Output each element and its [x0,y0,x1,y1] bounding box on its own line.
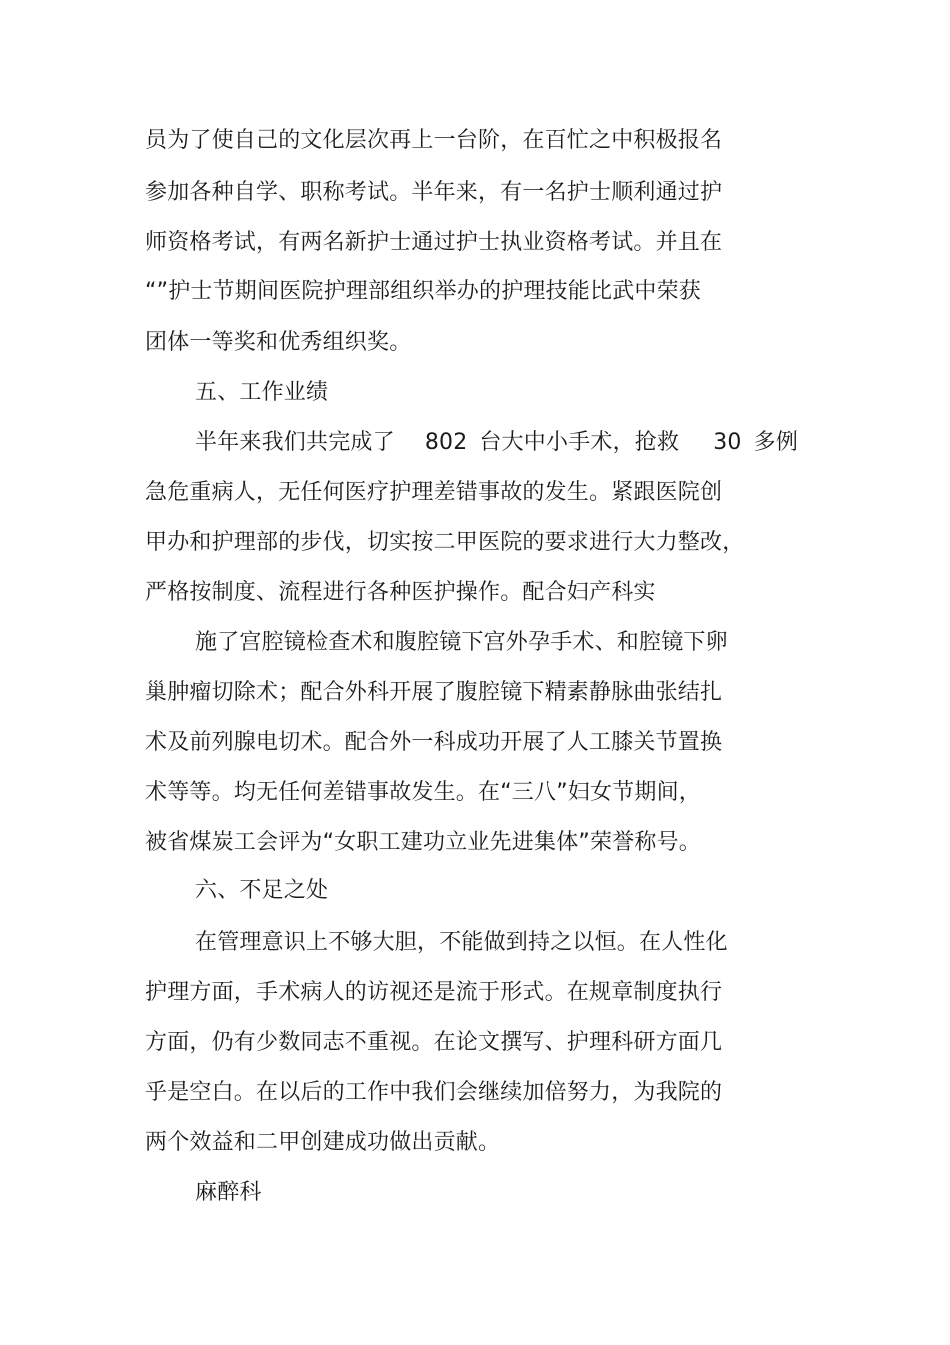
rescue-count: 30 [713,430,742,455]
paragraph-line: 严格按制度、流程进行各种医护操作。配合妇产科实 [145,580,656,605]
paragraph-line: 方面，仍有少数同志不重视。在论文撰写、护理科研方面几 [145,1030,723,1055]
text-segment: 半年来我们共完成了 [195,430,395,455]
paragraph-line: 团体一等奖和优秀组织奖。 [145,330,412,355]
paragraph-line: 在管理意识上不够大胆，不能做到持之以恒。在人性化 [195,930,728,955]
paragraph-line: 施了宫腔镜检查术和腹腔镜下宫外孕手术、和腔镜下卵 [195,630,728,655]
paragraph-line: 员为了使自己的文化层次再上一台阶，在百忙之中积极报名 [145,128,723,153]
paragraph-line-with-numbers [195,428,798,458]
paragraph-line: “”护士节期间医院护理部组织举办的护理技能比武中荣获 [145,279,701,304]
paragraph-line: 师资格考试，有两名新护士通过护士执业资格考试。并且在 [145,230,723,255]
paragraph-line: 巢肿瘤切除术；配合外科开展了腹腔镜下精素静脉曲张结扎 [145,680,723,705]
paragraph-line: 急危重病人，无任何医疗护理差错事故的发生。紧跟医院创 [145,480,723,505]
paragraph-line: 术等等。均无任何差错事故发生。在“三八”妇女节期间， [145,780,701,805]
text-segment: 多例 [753,430,799,455]
paragraph-line: 甲办和护理部的步伐，切实按二甲医院的要求进行大力整改， [145,530,745,555]
paragraph-line: 被省煤炭工会评为“女职工建功立业先进集体”荣誉称号。 [145,830,701,855]
paragraph-line: 护理方面，手术病人的访视还是流于形式。在规章制度执行 [145,980,723,1005]
surgery-count: 802 [424,430,468,455]
paragraph-line: 参加各种自学、职称考试。半年来，有一名护士顺利通过护 [145,180,723,205]
paragraph-line: 两个效益和二甲创建成功做出贡献。 [145,1130,501,1155]
paragraph-line: 术及前列腺电切术。配合外一科成功开展了人工膝关节置换 [145,730,723,755]
section-heading-performance: 五、工作业绩 [195,380,329,405]
section-heading-shortcomings: 六、不足之处 [195,878,329,903]
department-heading: 麻醉科 [195,1180,262,1205]
text-segment: 台大中小手术，抢救 [479,430,680,455]
paragraph-line: 乎是空白。在以后的工作中我们会继续加倍努力，为我院的 [145,1080,723,1105]
